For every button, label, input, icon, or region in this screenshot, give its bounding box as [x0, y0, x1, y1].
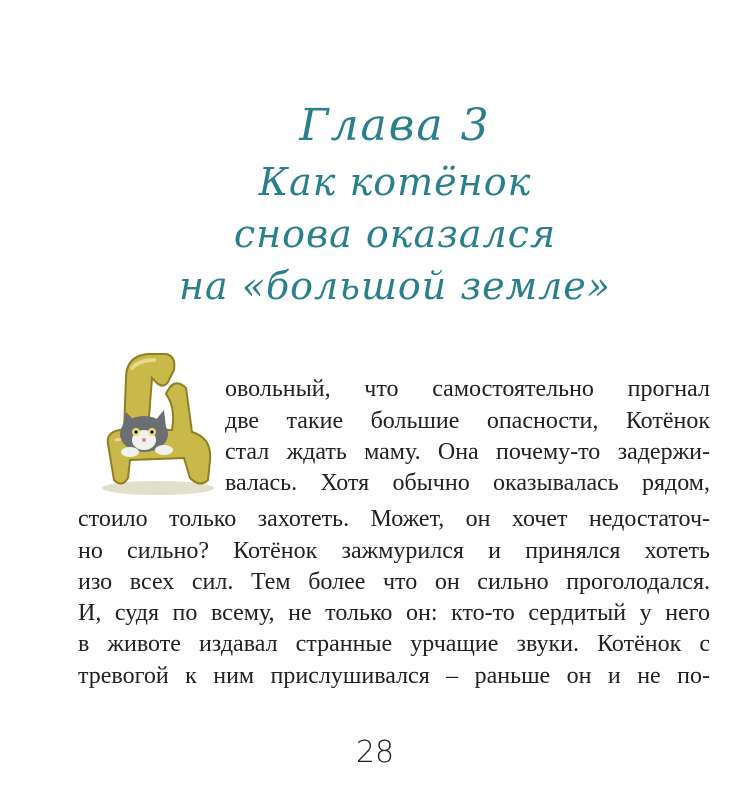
dropcap-illustration — [96, 348, 218, 498]
body-line-3: стал ждать маму. Она почему-то задержи- — [225, 439, 710, 465]
chapter-heading: Глава 3 — [299, 100, 491, 151]
body-line-9: в животе издавал странные урчащие звуки. Котёнок с — [78, 631, 710, 657]
body-line-6: но сильно? Котёнок зажмурился и принялся хотеть — [78, 538, 710, 564]
body-line-10: тревогой к ним прислушивался – раньше он и не по- — [78, 663, 710, 689]
page-number: 28 — [355, 735, 395, 770]
chapter-title-line-2: снова оказался — [233, 212, 557, 256]
body-line-7: изо всех сил. Тем более что он сильно проголодался. — [78, 569, 710, 595]
cat-in-letter-icon — [96, 348, 218, 498]
body-line-4: валась. Хотя обычно оказывалась рядом, — [225, 470, 710, 496]
body-line-8: И, судя по всему, не только он: кто-то сердитый у него — [78, 600, 710, 626]
chapter-title-line-3: на «большой земле» — [178, 264, 612, 308]
body-line-1: овольный, что самостоятельно прогнал — [225, 376, 710, 402]
chapter-title-line-1: Как котёнок — [258, 160, 532, 204]
chapter-title — [160, 100, 630, 315]
body-line-2: две такие большие опасности, Котёнок — [225, 408, 710, 434]
body-line-5: стоило только захотеть. Может, он хочет недостаточ- — [78, 506, 710, 532]
